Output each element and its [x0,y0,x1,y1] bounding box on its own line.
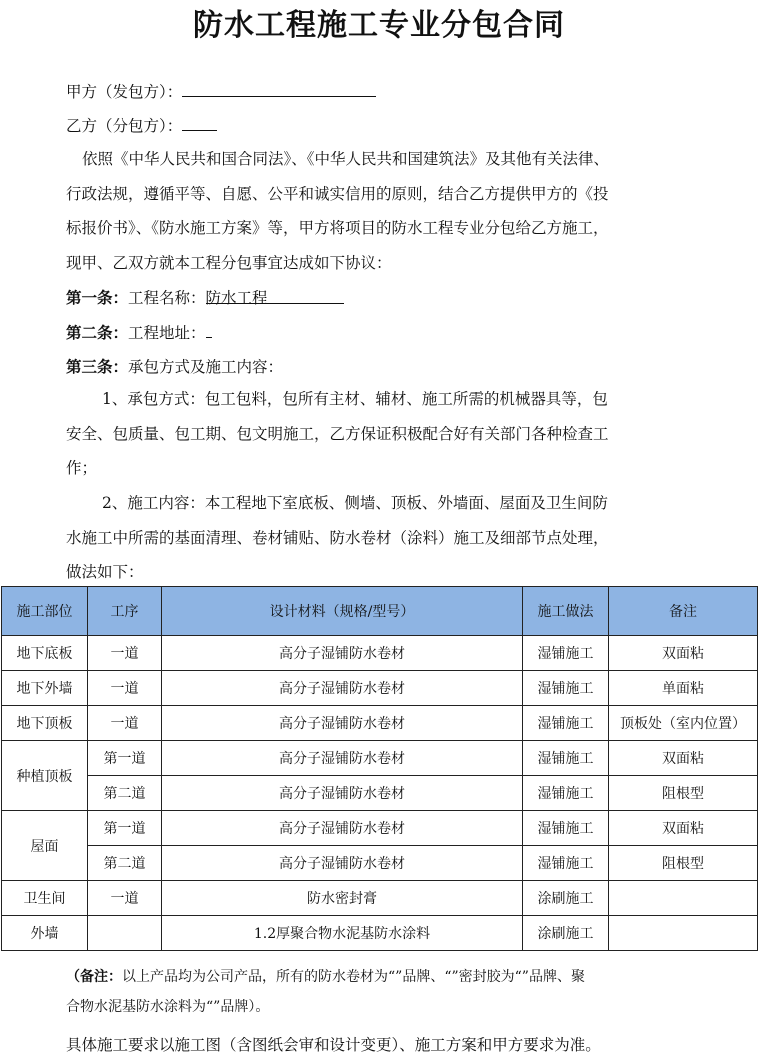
cell-step: 一道 [88,706,162,741]
cell-note: 双面粘 [609,636,758,671]
cell-part: 地下底板 [2,636,88,671]
cell-note: 阻根型 [609,776,758,811]
project-name-value: 防水工程 [205,289,268,307]
header-method: 施工做法 [523,587,609,636]
item-2-line: 水施工中所需的基面清理、卷材铺贴、防水卷材（涂料）施工及细部节点处理， [66,528,609,547]
cell-method: 湿铺施工 [523,671,609,706]
item-2-line: 2、施工内容：本工程地下室底板、侧墙、顶板、外墙面、屋面及卫生间防 [102,494,608,512]
intro-paragraph [66,142,694,280]
remark-label: （备注： [66,969,122,985]
cell-material: 高分子湿铺防水卷材 [162,776,523,811]
article-2 [66,321,212,344]
cell-material: 高分子湿铺防水卷材 [162,671,523,706]
item-1-line: 1、承包方式：包工包料，包所有主材、辅材、施工所需的机械器具等，包 [102,390,608,408]
cell-note: 顶板处（室内位置） [609,706,758,741]
party-b-blank [182,114,217,131]
item-1-line: 作； [66,459,98,477]
cell-material: 高分子湿铺防水卷材 [162,741,523,776]
article-1-text: 工程名称： [128,289,206,307]
table-header-row [2,587,758,636]
cell-part: 外墙 [2,916,88,951]
header-part: 施工部位 [2,587,88,636]
intro-line: 标报价书》、《防水施工方案》等，甲方将项目的防水工程专业分包给乙方施工， [66,219,609,237]
cell-step: 一道 [88,881,162,916]
cell-step: 一道 [88,671,162,706]
remark-text: 以上产品均为公司产品，所有的防水卷材为“”品牌、“”密封胶为“”品牌、聚 [122,969,585,985]
item-1-paragraph [66,382,694,486]
cell-method: 湿铺施工 [523,706,609,741]
cell-method: 湿铺施工 [523,636,609,671]
cell-note: 单面粘 [609,671,758,706]
cell-material: 高分子湿铺防水卷材 [162,636,523,671]
cell-method: 涂刷施工 [523,881,609,916]
cell-material: 防水密封膏 [162,881,523,916]
article-3-text: 承包方式及施工内容： [128,358,284,376]
cell-method: 涂刷施工 [523,916,609,951]
cell-part: 种植顶板 [2,741,88,811]
party-a-line [66,80,376,103]
remark-line [66,962,706,992]
item-2-line: 做法如下： [66,563,144,581]
cell-note [609,881,758,916]
article-2-text: 工程地址： [128,324,206,342]
cell-note: 双面粘 [609,811,758,846]
table-row [2,741,758,776]
header-note: 备注 [609,587,758,636]
item-1-line: 安全、包质量、包工期、包文明施工，乙方保证积极配合好有关部门各种检查工 [66,424,609,443]
cell-method: 湿铺施工 [523,741,609,776]
cell-part: 地下顶板 [2,706,88,741]
project-name-field [205,287,344,307]
table-row [2,916,758,951]
party-b-line [66,114,217,137]
header-material: 设计材料（规格/型号） [162,587,523,636]
party-a-label: 甲方（发包方）： [66,83,183,101]
item-2-paragraph [66,486,694,590]
article-3 [66,356,283,378]
cell-material: 高分子湿铺防水卷材 [162,811,523,846]
construction-table [1,586,758,951]
table-row [2,811,758,846]
article-1-label: 第一条： [66,288,129,307]
cell-material: 1.2厚聚合物水泥基防水涂料 [162,916,523,951]
cell-material: 高分子湿铺防水卷材 [162,706,523,741]
remark-line: 合物水泥基防水涂料为“”品牌）。 [66,999,270,1015]
cell-note [609,916,758,951]
party-a-blank [182,80,376,97]
cell-part: 卫生间 [2,881,88,916]
cell-material: 高分子湿铺防水卷材 [162,846,523,881]
footer-requirement: 具体施工要求以施工图（含图纸会审和设计变更）、施工方案和甲方要求为准。 [66,1036,601,1054]
cell-step: 第一道 [88,811,162,846]
intro-line: 行政法规，遵循平等、自愿、公平和诚实信用的原则，结合乙方提供甲方的《投 [66,184,609,203]
table-row [2,671,758,706]
cell-step: 第一道 [88,741,162,776]
cell-step [88,916,162,951]
cell-method: 湿铺施工 [523,846,609,881]
project-address-blank [206,321,212,338]
cell-note: 双面粘 [609,741,758,776]
cell-note: 阻根型 [609,846,758,881]
table-row [2,636,758,671]
article-3-label: 第三条： [66,357,129,376]
cell-step: 第二道 [88,846,162,881]
header-step: 工序 [88,587,162,636]
cell-part: 屋面 [2,811,88,881]
party-b-label: 乙方（分包方）： [66,117,183,135]
cell-method: 湿铺施工 [523,776,609,811]
article-1 [66,287,344,309]
cell-method: 湿铺施工 [523,811,609,846]
article-2-label: 第二条： [66,323,129,342]
intro-line: 现甲、乙双方就本工程分包事宜达成如下协议： [66,253,392,272]
table-row [2,846,758,881]
table-row [2,881,758,916]
cell-step: 一道 [88,636,162,671]
document-title: 防水工程施工专业分包合同 [193,8,565,43]
table-row [2,776,758,811]
cell-step: 第二道 [88,776,162,811]
table-remark [66,962,706,1022]
cell-part: 地下外墙 [2,671,88,706]
intro-line: 依照《中华人民共和国合同法》、《中华人民共和国建筑法》及其他有关法律、 [82,150,610,168]
table-row [2,706,758,741]
